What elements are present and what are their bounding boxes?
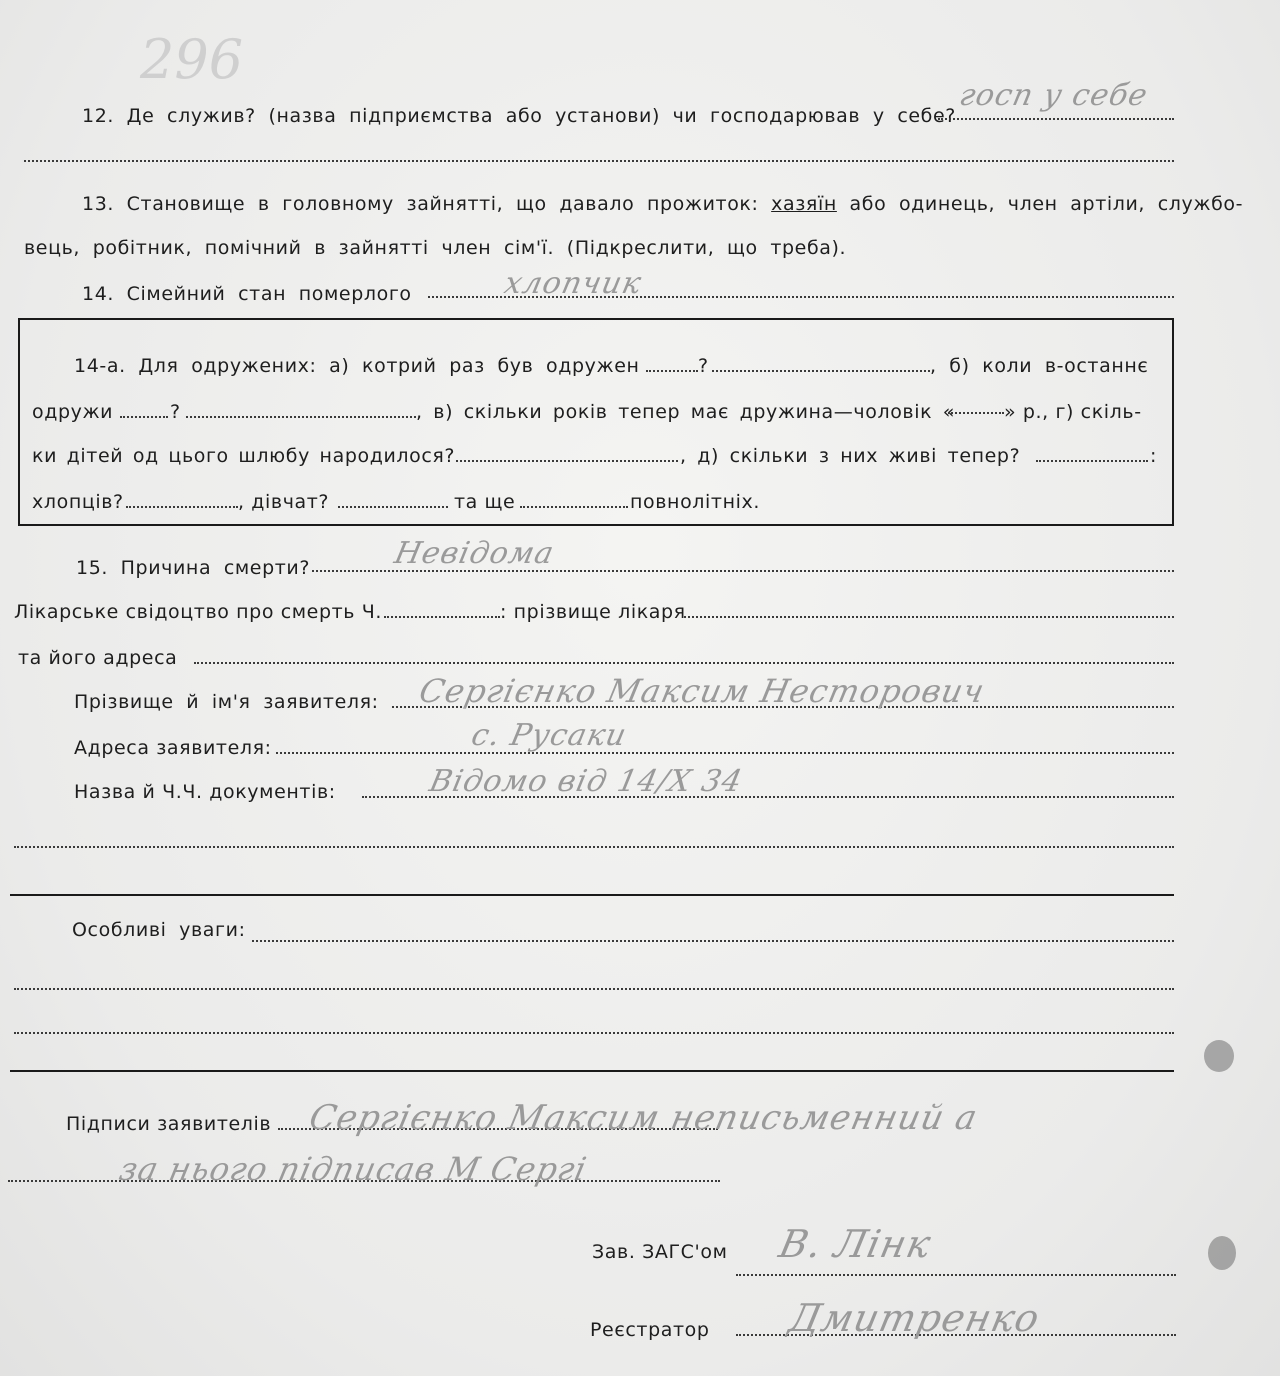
q14a-l1b: , б) коли в-останнє [930, 355, 1149, 377]
q14a-girls-field [338, 506, 448, 508]
q14a-times-married-field [646, 370, 698, 372]
doctor-address-line [194, 662, 1174, 664]
q14-label: 14. Сімейний стан померлого [82, 283, 412, 305]
q14a-times-married-field-2 [712, 370, 930, 372]
q13-line2: вець, робітник, помічний в зайнятті член сім'ї. (Підкреслити, що треба). [24, 237, 847, 259]
applicant-address-value: с. Русаки [468, 718, 631, 753]
q13-text-rest: або одинець, член артіли, службо- [849, 193, 1244, 215]
q14a-l1a: 14-а. Для одружених: а) котрий раз був одружен [74, 355, 640, 377]
q14a-l2b: , в) скільки років тепер має дружина—чоловік « [416, 401, 956, 423]
documents-extra-line [14, 846, 1174, 848]
q14a-l4c: та ще [454, 491, 516, 513]
q12-second-line [24, 160, 1174, 162]
q14a-last-married-field [120, 416, 168, 418]
q14-answer: хлопчик [501, 266, 646, 301]
q13-text: 13. Становище в головному зайнятті, що давало прожиток: [82, 193, 759, 215]
q14a-last-married-field-2 [186, 416, 416, 418]
doctor-name-label: : прізвище лікаря [500, 601, 686, 623]
signatures-label: Підписи заявителів [66, 1113, 272, 1135]
section-divider-1 [10, 894, 1174, 896]
q14a-l2q: ? [170, 401, 181, 423]
q12-label: 12. Де служив? (назва підприємства або установи) чи господарював у себе? [82, 105, 956, 127]
q14a-children-born-field [456, 460, 678, 462]
q13-underlined-option: хазяїн [771, 193, 837, 215]
q12-answer-line [938, 118, 1174, 120]
q14a-children-alive-field [1036, 460, 1148, 462]
registrar-signature: Дмитренко [785, 1296, 1045, 1340]
documents-value: Відомо від 14/X 34 [426, 764, 746, 799]
applicant-address-line [276, 752, 1174, 754]
zags-head-line [736, 1274, 1176, 1276]
certificate-label: Лікарське свідоцтво про смерть Ч. [14, 601, 382, 623]
q14a-l2a: одружи [32, 401, 114, 423]
q14a-boys-field [126, 506, 238, 508]
q14a-l3c: : [1150, 445, 1158, 467]
signatures-handwritten-2: за нього підписав М Сергі [115, 1150, 591, 1188]
doctor-name-line [684, 616, 1174, 618]
q15-label: 15. Причина смерти? [76, 557, 311, 579]
q14a-l3b: , д) скільки з них живі тепер? [680, 445, 1021, 467]
documents-label: Назва й Ч.Ч. документів: [74, 781, 336, 803]
section-divider-2 [10, 1070, 1174, 1072]
q14a-l2c: » р., г) скіль- [1004, 401, 1142, 423]
registrar-label: Реєстратор [590, 1319, 710, 1341]
certificate-number-line [384, 616, 500, 618]
zags-head-signature: В. Лінк [775, 1222, 936, 1266]
q13-line1 [82, 192, 1243, 216]
q14a-l4d: повнолітніх. [630, 491, 760, 513]
remarks-line-2 [14, 988, 1174, 990]
q14a-l1q: ? [698, 355, 709, 377]
q14a-l4a: хлопців? [32, 491, 124, 513]
q14a-spouse-age-field [948, 412, 1004, 414]
applicant-name-value: Сергієнко Максим Несторович [415, 672, 989, 710]
doctor-address-label: та його адреса [18, 647, 178, 669]
q12-answer: госп у себе [956, 78, 1152, 113]
remarks-line-3 [14, 1032, 1174, 1034]
binding-hole-2 [1208, 1236, 1236, 1270]
signatures-handwritten-1: Сергієнко Максим неписьменний а [305, 1098, 982, 1138]
zags-head-label: Зав. ЗАГС'ом [592, 1241, 728, 1263]
q14a-adults-field [520, 506, 628, 508]
q14a-l3a: ки дітей од цього шлюбу народилося? [32, 445, 456, 467]
applicant-address-label: Адреса заявителя: [74, 737, 272, 759]
binding-hole-1 [1204, 1040, 1234, 1072]
remarks-line-1 [252, 940, 1174, 942]
remarks-label: Особливі уваги: [72, 919, 246, 941]
archive-number: 296 [140, 28, 244, 91]
applicant-name-label: Прізвище й ім'я заявителя: [74, 691, 379, 713]
q14a-l4b: , дівчат? [238, 491, 330, 513]
q15-answer: Невідома [391, 536, 558, 571]
